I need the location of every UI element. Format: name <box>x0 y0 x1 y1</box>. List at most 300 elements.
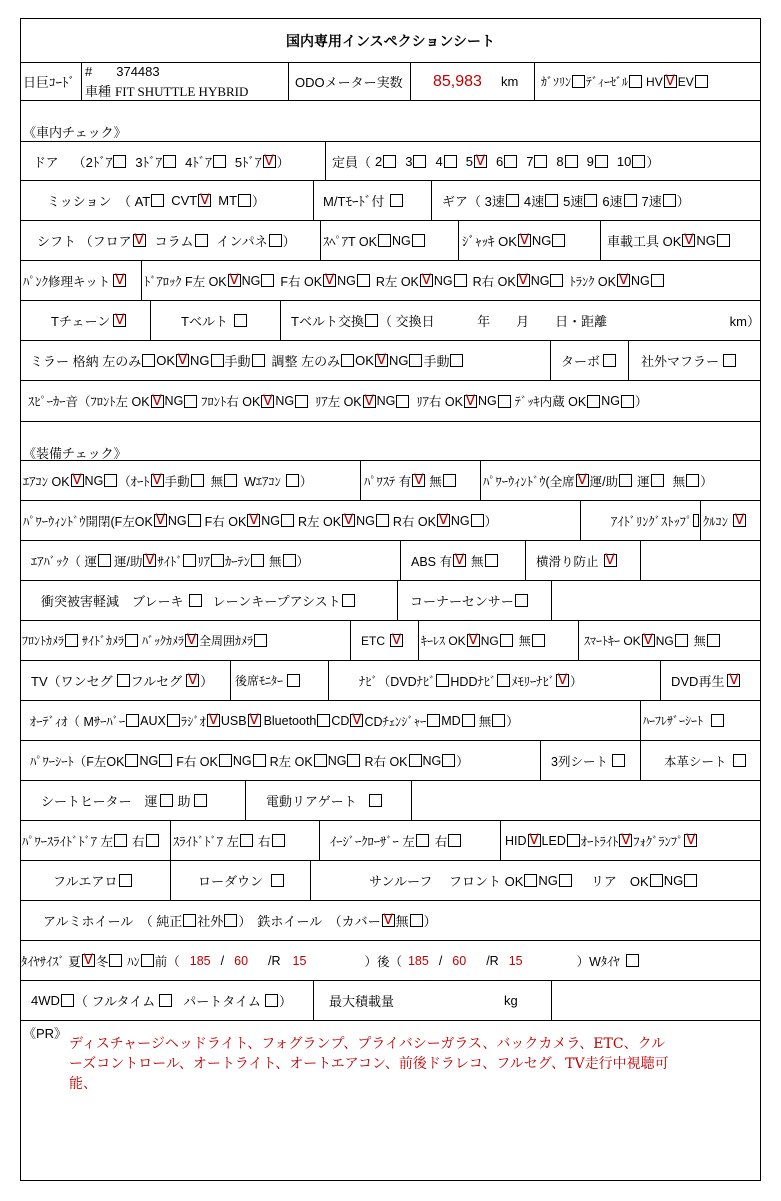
payload-unit: kg <box>504 993 518 1008</box>
pseat-fl-ok[interactable] <box>125 754 138 767</box>
manual-ac-checkbox[interactable] <box>191 474 204 487</box>
pseat-rl-label: R左 OK <box>269 754 313 769</box>
muffler-checkbox[interactable] <box>723 354 736 367</box>
acam-checkbox[interactable] <box>254 634 267 647</box>
adjust-manual-checkbox[interactable] <box>450 354 463 367</box>
aero-checkbox[interactable] <box>119 874 132 887</box>
payload-label: 最大積載量 <box>329 994 395 1009</box>
doorlock-fl-ng[interactable] <box>261 274 274 287</box>
gear4-checkbox[interactable] <box>545 194 558 207</box>
mt-checkbox[interactable] <box>238 194 251 207</box>
doorlock-cell <box>142 261 762 300</box>
row-shift <box>21 221 760 261</box>
pwo-fr-ng[interactable] <box>281 514 294 527</box>
doorlock-fr-ng[interactable] <box>357 274 370 287</box>
pseat-rr-ok[interactable] <box>409 754 422 767</box>
collision-checkbox[interactable] <box>189 594 202 607</box>
cap10-checkbox[interactable] <box>632 155 645 168</box>
cap2-checkbox[interactable] <box>383 155 396 168</box>
keyless-none[interactable] <box>532 634 545 647</box>
fuel-cell <box>535 63 762 100</box>
door5-label: 5ﾄﾞｱ <box>234 154 262 170</box>
cap4-checkbox[interactable] <box>444 155 457 168</box>
hv-checkbox[interactable] <box>664 75 677 88</box>
gear6-checkbox[interactable] <box>624 194 637 207</box>
pwo-fr-ok[interactable] <box>247 514 260 527</box>
pwo-rl-ok[interactable] <box>342 514 355 527</box>
airbag-none[interactable] <box>283 554 296 567</box>
w-ac-checkbox[interactable] <box>286 474 299 487</box>
tools-ng-label: NG <box>696 233 716 248</box>
tire-summer[interactable] <box>82 954 95 967</box>
seat3-checkbox[interactable] <box>612 754 625 767</box>
sunroof-rear-ng-label: NG <box>663 873 684 888</box>
adjust-ok-label: OK <box>355 353 374 368</box>
adjust-ng-checkbox[interactable] <box>409 354 422 367</box>
fcam-label: ﾌﾛﾝﾄｶﾒﾗ <box>22 634 65 648</box>
aero-label: フルエアロ <box>53 874 118 889</box>
door2-checkbox[interactable] <box>113 155 126 168</box>
abs-label: ABS 有 <box>411 554 452 569</box>
smartkey-none[interactable] <box>707 634 720 647</box>
pseat-rl-ng[interactable] <box>347 754 360 767</box>
radio-label: ﾗｼﾞｵ <box>180 714 206 729</box>
smartkey-ng[interactable] <box>675 634 688 647</box>
corner-checkbox[interactable] <box>515 594 528 607</box>
pseat-rl-ok[interactable] <box>314 754 327 767</box>
alumi-close: ） <box>238 914 252 929</box>
cruise-checkbox[interactable] <box>733 514 746 527</box>
trunk-ok[interactable] <box>617 274 630 287</box>
spare-ok-checkbox[interactable] <box>378 234 391 247</box>
airbag-rear[interactable] <box>211 554 224 567</box>
section-interior-label: 《車内チェック》 <box>23 125 127 140</box>
rear-width: 185 <box>407 953 429 968</box>
no-ac-label: 無 <box>210 474 224 489</box>
sunroof-front-ng[interactable] <box>559 874 572 887</box>
fulltime-checkbox[interactable] <box>159 994 172 1007</box>
tools-cell <box>601 221 762 260</box>
keyless-ng[interactable] <box>500 634 513 647</box>
idle-cell <box>581 501 701 540</box>
smartkey-ok[interactable] <box>642 634 655 647</box>
etc-checkbox[interactable] <box>390 634 403 647</box>
tools-ok-checkbox[interactable] <box>682 234 695 247</box>
mserver-label: ｵｰﾃﾞｨｵ（ Mｻｰﾊﾞｰ <box>30 714 126 729</box>
dvd-cell <box>661 661 762 700</box>
heater-p[interactable] <box>194 794 207 807</box>
trunk-ng-label: NG <box>631 273 650 288</box>
doorlock-rr-ng-label: NG <box>530 273 550 288</box>
doorlock-rr-ng[interactable] <box>550 274 563 287</box>
row-aircon <box>21 461 760 501</box>
w-ac-label: Wｴｱｺﾝ <box>244 474 281 489</box>
cvt-checkbox[interactable] <box>198 194 211 207</box>
pseat-rr-ng[interactable] <box>442 754 455 767</box>
cd-checkbox[interactable] <box>350 714 363 727</box>
pwo-close: ） <box>484 514 498 529</box>
doorlock-fr-ok[interactable] <box>323 274 336 287</box>
autolight-checkbox[interactable] <box>619 834 632 847</box>
pwst-none[interactable] <box>443 474 456 487</box>
abs-cell <box>401 541 526 580</box>
cap3-checkbox[interactable] <box>413 155 426 168</box>
speaker-fl-label: ｽﾋﾟｰｶｰ音（ﾌﾛﾝﾄ左 OK <box>28 395 150 409</box>
navi-cell <box>329 661 661 700</box>
pwo-rl-ng[interactable] <box>376 514 389 527</box>
doorlock-fr-ng-label: NG <box>337 273 356 288</box>
wd4-checkbox[interactable] <box>61 994 74 1007</box>
pr-text <box>69 1034 709 1094</box>
auto-ac-label: （ｵｰﾄ <box>118 474 150 489</box>
airbag-d[interactable] <box>98 554 111 567</box>
speaker-rr-label: ﾘｱ右 OK <box>416 395 463 409</box>
dvd-checkbox[interactable] <box>727 674 740 687</box>
adjust-left-checkbox[interactable] <box>341 354 354 367</box>
lowdown-checkbox[interactable] <box>271 874 284 887</box>
mirror-ok-checkbox[interactable] <box>176 354 189 367</box>
keyless-ng-label: NG <box>480 633 499 648</box>
airbag-curtain-label: ｶｰﾃﾝ <box>225 554 251 569</box>
column-checkbox[interactable] <box>195 234 208 247</box>
door5-checkbox[interactable] <box>263 155 276 168</box>
cdch-checkbox[interactable] <box>427 714 440 727</box>
fcam-checkbox[interactable] <box>65 634 78 647</box>
radio-checkbox[interactable] <box>207 714 220 727</box>
front-rim: 15 <box>292 953 307 968</box>
doorlock-fl-ng-label: NG <box>241 273 261 288</box>
easy-r-label: 右 <box>434 834 448 849</box>
pseat-rr-ng-label: NG <box>422 753 442 768</box>
odo-unit: km <box>500 74 519 89</box>
tire-winter-label: 冬 <box>95 954 109 969</box>
leather-checkbox[interactable] <box>733 754 746 767</box>
trunk-ng[interactable] <box>651 274 664 287</box>
wd4-close: ） <box>278 994 292 1009</box>
airbag-dp[interactable] <box>143 554 156 567</box>
aircon-cell <box>21 461 361 500</box>
usb-checkbox[interactable] <box>248 714 261 727</box>
mtmode-checkbox[interactable] <box>390 194 403 207</box>
cap7-label: 7 <box>526 153 534 169</box>
gear5-checkbox[interactable] <box>584 194 597 207</box>
diesel-checkbox[interactable] <box>629 75 642 88</box>
halfleather-checkbox[interactable] <box>711 714 724 727</box>
gear-label: ギア（ 3速 <box>442 194 505 209</box>
mirror-manual-checkbox[interactable] <box>252 354 265 367</box>
front-slash: / <box>220 953 225 968</box>
pseat-cell <box>21 741 541 780</box>
gear3-checkbox[interactable] <box>506 194 519 207</box>
reargate-label: 電動リアゲート <box>266 794 357 809</box>
mtmode-label: M/Tﾓｰﾄﾞ付 <box>323 194 385 209</box>
door4-checkbox[interactable] <box>213 155 226 168</box>
mirror-cell <box>21 341 551 380</box>
tire-allseason[interactable] <box>141 954 154 967</box>
door3-checkbox[interactable] <box>163 155 176 168</box>
mt-label: MT <box>218 193 238 208</box>
cap7-checkbox[interactable] <box>534 155 547 168</box>
heater-d-label: シートヒーター 運 <box>41 794 158 809</box>
fulltime-label: （ フルタイム <box>74 994 156 1009</box>
keyless-ok[interactable] <box>467 634 480 647</box>
dvdnavi-checkbox[interactable] <box>436 674 449 687</box>
gear7-label: 7速 <box>641 194 662 209</box>
airbag-rear-label: ﾘｱ <box>197 554 210 569</box>
sunroof-rear-ok[interactable] <box>650 874 663 887</box>
pseat-close: ） <box>456 754 469 769</box>
audio-none-label: 無 <box>478 714 492 729</box>
row-audio <box>21 701 760 741</box>
seat3-cell <box>541 741 641 780</box>
mission-label: ミッション （ AT <box>47 194 151 209</box>
gear6-label: 6速 <box>602 194 623 209</box>
slide-r[interactable] <box>272 834 285 847</box>
pseat-fr-ok[interactable] <box>219 754 232 767</box>
cap8-checkbox[interactable] <box>565 155 578 168</box>
adjust-manual-label: 手動 <box>423 354 450 369</box>
trunk-label: ﾄﾗﾝｸ OK <box>569 274 616 289</box>
tbelt-change-checkbox[interactable] <box>365 314 378 327</box>
cap5-checkbox[interactable] <box>474 155 487 168</box>
fog-checkbox[interactable] <box>684 834 697 847</box>
heater-d[interactable] <box>160 794 173 807</box>
row-airbag <box>21 541 760 581</box>
navi-close: ） <box>570 674 583 689</box>
slide-l[interactable] <box>240 834 253 847</box>
row-pwin-open <box>21 501 760 541</box>
pwin-dp[interactable] <box>619 474 632 487</box>
tire-close: ） <box>576 954 590 969</box>
fullseg-label: フルセグ <box>130 674 183 689</box>
cap6-checkbox[interactable] <box>504 155 517 168</box>
pslide-cell <box>21 821 171 860</box>
tv-cell <box>21 661 231 700</box>
pwin-dp-label: 運/助 <box>589 474 619 489</box>
speaker-rr-ok[interactable] <box>464 395 477 408</box>
led-label: LED <box>541 833 566 848</box>
doorlock-rl-ok[interactable] <box>420 274 433 287</box>
speaker-fl-ok[interactable] <box>151 395 164 408</box>
pwin-none[interactable] <box>686 474 699 487</box>
audio-none-checkbox[interactable] <box>492 714 505 727</box>
inpane-checkbox[interactable] <box>269 234 282 247</box>
payload-cell <box>314 981 552 1020</box>
pr-section <box>21 1021 760 1181</box>
speaker-rr-ng[interactable] <box>498 395 511 408</box>
speaker-rl-ng[interactable] <box>396 395 409 408</box>
skid-checkbox[interactable] <box>604 554 617 567</box>
at-checkbox[interactable] <box>151 194 164 207</box>
gear-cell <box>432 181 762 220</box>
auto-ac-checkbox[interactable] <box>151 474 164 487</box>
row-heater <box>21 781 760 821</box>
pseat-fr-ng-label: NG <box>232 753 252 768</box>
row-pseat <box>21 741 760 781</box>
speaker-fl-ng[interactable] <box>184 395 197 408</box>
aircon-ok[interactable] <box>71 474 84 487</box>
easy-l[interactable] <box>416 834 429 847</box>
pwo-rl-label: R左 OK <box>298 514 342 529</box>
jack-cell <box>459 221 601 260</box>
lowdown-cell <box>171 861 311 900</box>
no-ac-checkbox[interactable] <box>224 474 237 487</box>
mirror-ng-checkbox[interactable] <box>211 354 224 367</box>
md-checkbox[interactable] <box>462 714 475 727</box>
bcam-checkbox[interactable] <box>185 634 198 647</box>
abs-yes[interactable] <box>453 554 466 567</box>
pwo-rr-ok[interactable] <box>437 514 450 527</box>
alumi-aftermarket[interactable] <box>224 914 237 927</box>
cap4-label: 4 <box>435 153 443 169</box>
cap5-label: 5 <box>465 153 473 169</box>
row-tv <box>21 661 760 701</box>
wtire-checkbox[interactable] <box>626 954 639 967</box>
tools-ng-checkbox[interactable] <box>717 234 730 247</box>
row-mirror <box>21 341 760 381</box>
row-timing <box>21 301 760 341</box>
ev-checkbox[interactable] <box>695 75 708 88</box>
collision-label: 衝突被害軽減 ブレーキ <box>41 594 184 609</box>
smartkey-ng-label: NG <box>655 633 674 648</box>
pseat-fl-ng-label: NG <box>139 753 159 768</box>
floor-checkbox[interactable] <box>133 234 146 247</box>
reargate-cell <box>246 781 412 820</box>
pwo-fl-ok[interactable] <box>154 514 167 527</box>
led-checkbox[interactable] <box>567 834 580 847</box>
aircon-ng-label: NG <box>84 473 104 488</box>
deck-ok[interactable] <box>587 395 600 408</box>
speaker-rl-ok[interactable] <box>363 395 376 408</box>
sunroof-rear-ng[interactable] <box>684 874 697 887</box>
adjust-ng-label: NG <box>388 353 409 368</box>
speaker-fr-ng[interactable] <box>295 395 308 408</box>
pseat-fl-ng[interactable] <box>159 754 172 767</box>
pwst-yes[interactable] <box>412 474 425 487</box>
steel-cover[interactable] <box>382 914 395 927</box>
aux-checkbox[interactable] <box>167 714 180 727</box>
reargate-checkbox[interactable] <box>369 794 382 807</box>
jack-ok-checkbox[interactable] <box>518 234 531 247</box>
alumi-genuine[interactable] <box>183 914 196 927</box>
shift-cell <box>21 221 321 260</box>
tire-front-label: 前（ <box>154 954 180 969</box>
pwo-fl-ng[interactable] <box>188 514 201 527</box>
dvd-label: DVD再生 <box>671 674 725 689</box>
punk-checkbox[interactable] <box>113 274 126 287</box>
hddnavi-checkbox[interactable] <box>497 674 510 687</box>
parttime-checkbox[interactable] <box>265 994 278 1007</box>
spare-label: ｽﾍﾟｱT OK <box>323 234 377 249</box>
pr-line: ディスチャージヘッドライト、フォグランプ、プライバシーガラス、バックカメラ、ETC、クル <box>69 1036 666 1052</box>
tchain-checkbox[interactable] <box>113 314 126 327</box>
aircon-ng[interactable] <box>104 474 117 487</box>
mserver-checkbox[interactable] <box>126 714 139 727</box>
oneseg-checkbox[interactable] <box>117 674 130 687</box>
steel-none[interactable] <box>410 914 423 927</box>
smartkey-cell <box>579 621 762 660</box>
gear7-checkbox[interactable] <box>663 194 676 207</box>
pslide-r-label: 右 <box>131 834 145 849</box>
pwo-rr-ng[interactable] <box>471 514 484 527</box>
tbelt-checkbox[interactable] <box>234 314 247 327</box>
mirror-manual-label: 手動 <box>224 354 251 369</box>
aux-label: AUX <box>140 713 166 728</box>
doorlock-rr-ok[interactable] <box>517 274 530 287</box>
md-label: MD <box>441 713 461 728</box>
turbo-checkbox[interactable] <box>603 354 616 367</box>
cap3-label: 3 <box>405 153 413 169</box>
jack-ng-checkbox[interactable] <box>552 234 565 247</box>
bluetooth-checkbox[interactable] <box>317 714 330 727</box>
audio-close: ） <box>506 714 519 729</box>
rear-slash: / <box>438 953 443 968</box>
pslide-l[interactable] <box>114 834 127 847</box>
turbo-label: ターボ <box>561 354 601 369</box>
rearmon-checkbox[interactable] <box>287 674 300 687</box>
deck-ng[interactable] <box>621 395 634 408</box>
airbag-side[interactable] <box>183 554 196 567</box>
cap9-checkbox[interactable] <box>595 155 608 168</box>
gear4-label: 4速 <box>523 194 545 209</box>
column-label: コラム <box>154 234 194 249</box>
front-r: /R <box>268 953 281 968</box>
idle-checkbox[interactable] <box>693 514 699 527</box>
pseat-fr-ng[interactable] <box>253 754 266 767</box>
abs-none[interactable] <box>485 554 498 567</box>
spare-cell <box>321 221 459 260</box>
speaker-fr-ok[interactable] <box>261 395 274 408</box>
pwo-fr-ng-label: NG <box>261 513 281 528</box>
cruise-label: ｸﾙｺﾝ <box>703 514 729 529</box>
pslide-r[interactable] <box>146 834 159 847</box>
hid-checkbox[interactable] <box>528 834 541 847</box>
door-cell <box>21 142 326 180</box>
pseat-fr-label: F右 OK <box>176 754 218 769</box>
memnavi-checkbox[interactable] <box>556 674 569 687</box>
doorlock-fl-ok[interactable] <box>228 274 241 287</box>
deck-ng-label: NG <box>601 394 620 408</box>
row-collision <box>21 581 760 621</box>
pwin-d[interactable] <box>651 474 664 487</box>
adjust-ok-checkbox[interactable] <box>375 354 388 367</box>
alumi-aftermarket-label: 社外 <box>197 914 224 929</box>
pr-label: 《PR》 <box>23 1026 68 1041</box>
change-km-label: km） <box>729 314 760 329</box>
doorlock-rl-ng[interactable] <box>454 274 467 287</box>
gasoline-checkbox[interactable] <box>572 75 585 88</box>
etc-cell <box>351 621 419 660</box>
odo-label: ODOメーター実数 <box>289 63 411 100</box>
lane-checkbox[interactable] <box>342 594 355 607</box>
scam-checkbox[interactable] <box>125 634 138 647</box>
airbag-curtain[interactable] <box>251 554 264 567</box>
fullseg-checkbox[interactable] <box>186 674 199 687</box>
section-equipment-label: 《装備チェック》 <box>23 446 127 461</box>
mirror-left-checkbox[interactable] <box>142 354 155 367</box>
seat3-label: 3列シート <box>551 754 608 769</box>
sunroof-front-ok[interactable] <box>524 874 537 887</box>
pwin-d-label: 運 <box>637 474 650 489</box>
easy-r[interactable] <box>448 834 461 847</box>
tire-winter[interactable] <box>109 954 122 967</box>
wd4-cell <box>21 981 314 1020</box>
rear-aspect: 60 <box>452 953 467 968</box>
pwin-all[interactable] <box>576 474 589 487</box>
tbelt-cell <box>151 301 281 340</box>
model-name: FIT SHUTTLE HYBRID <box>115 84 249 99</box>
spare-ng-checkbox[interactable] <box>412 234 425 247</box>
